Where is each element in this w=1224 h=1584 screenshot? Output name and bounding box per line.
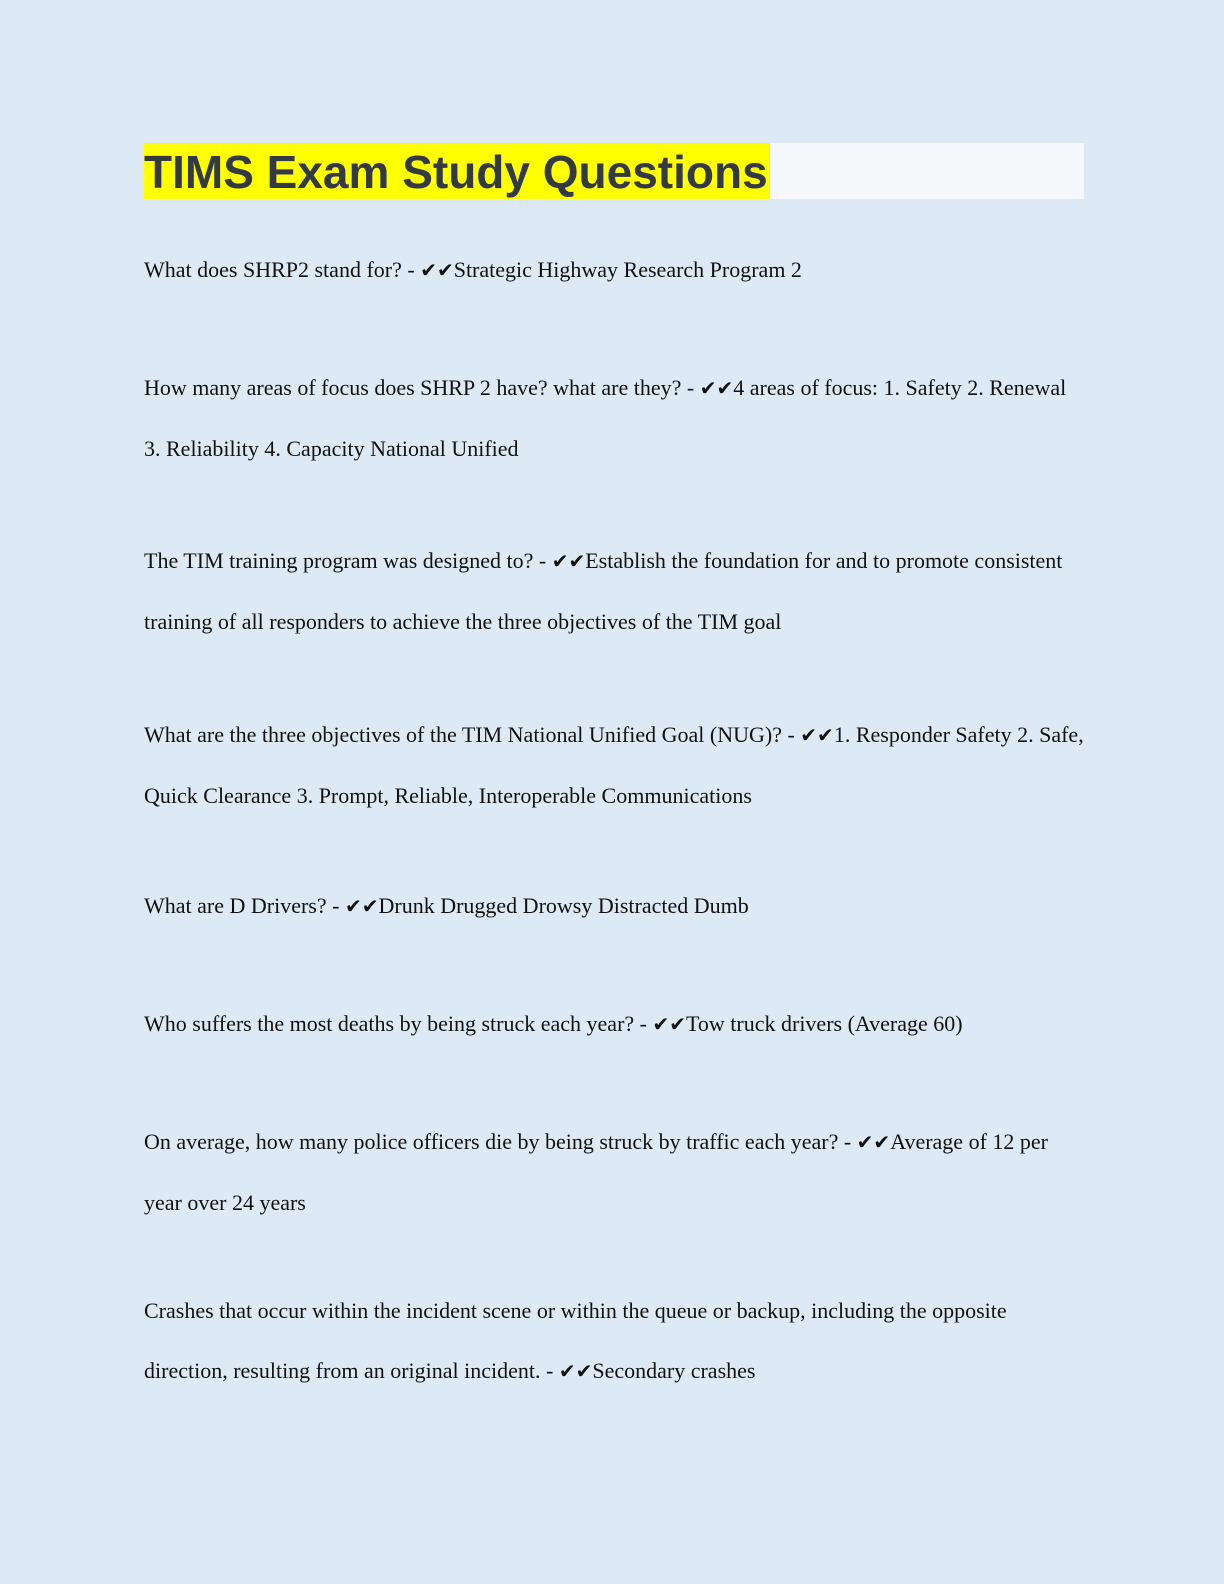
check-mark-icon: ✔✔ xyxy=(699,376,734,400)
page-title: TIMS Exam Study Questions xyxy=(144,143,770,199)
question-text: On average, how many police officers die by being struck by traffic each year? xyxy=(144,1129,839,1154)
separator: - xyxy=(326,893,345,918)
separator: - xyxy=(681,375,700,400)
qa-item-6 xyxy=(144,994,1084,1055)
question-text: Crashes that occur within the incident scene or within the queue or backup, including the opposite direction, resulting from an original incident. xyxy=(144,1298,1007,1383)
question-text: How many areas of focus does SHRP 2 have? what are they? xyxy=(144,375,682,400)
check-mark-icon: ✔✔ xyxy=(558,1358,593,1383)
separator: - xyxy=(634,1011,653,1036)
separator: - xyxy=(401,257,421,282)
qa-item-5 xyxy=(144,876,1084,937)
question-text: Who suffers the most deaths by being struck each year? xyxy=(144,1011,635,1036)
title-bar xyxy=(144,143,1084,199)
check-mark-icon: ✔✔ xyxy=(856,1130,891,1154)
answer-text: Establish the foundation for and to promote consistent training of all responders to achieve the three objectives of the TIM goal xyxy=(144,548,1063,634)
qa-item-2 xyxy=(144,358,1084,478)
question-text: The TIM training program was designed to? xyxy=(144,548,534,573)
qa-item-8 xyxy=(144,1281,1084,1401)
answer-text: Drunk Drugged Drowsy Distracted Dumb xyxy=(378,893,749,918)
qa-item-4 xyxy=(144,705,1084,825)
separator: - xyxy=(838,1129,857,1154)
qa-item-7 xyxy=(144,1112,1084,1232)
separator: - xyxy=(781,722,801,747)
check-mark-icon: ✔✔ xyxy=(344,894,379,918)
qa-item-1 xyxy=(144,240,1084,301)
question-text: What does SHRP2 stand for? xyxy=(144,257,402,282)
answer-text: Tow truck drivers (Average 60) xyxy=(686,1011,963,1036)
qa-item-3 xyxy=(144,531,1084,651)
separator: - xyxy=(533,548,552,573)
check-mark-icon: ✔✔ xyxy=(800,723,834,747)
answer-text: 4 areas of focus: 1. Safety 2. Renewal 3. Reliability 4. Capacity National Unified xyxy=(144,375,1067,461)
check-mark-icon: ✔✔ xyxy=(551,549,586,573)
answer-text: Average of 12 per year over 24 years xyxy=(144,1129,1048,1215)
answer-text: Strategic Highway Research Program 2 xyxy=(453,257,802,282)
separator: - xyxy=(540,1357,559,1383)
check-mark-icon: ✔✔ xyxy=(420,258,454,282)
check-mark-icon: ✔✔ xyxy=(652,1012,686,1036)
answer-text: 1. Responder Safety 2. Safe, Quick Clearance 3. Prompt, Reliable, Interoperable Communications xyxy=(144,722,1084,808)
question-text: What are D Drivers? xyxy=(144,893,327,918)
question-text: What are the three objectives of the TIM National Unified Goal (NUG)? xyxy=(144,722,782,747)
answer-text: Secondary crashes xyxy=(592,1357,756,1383)
